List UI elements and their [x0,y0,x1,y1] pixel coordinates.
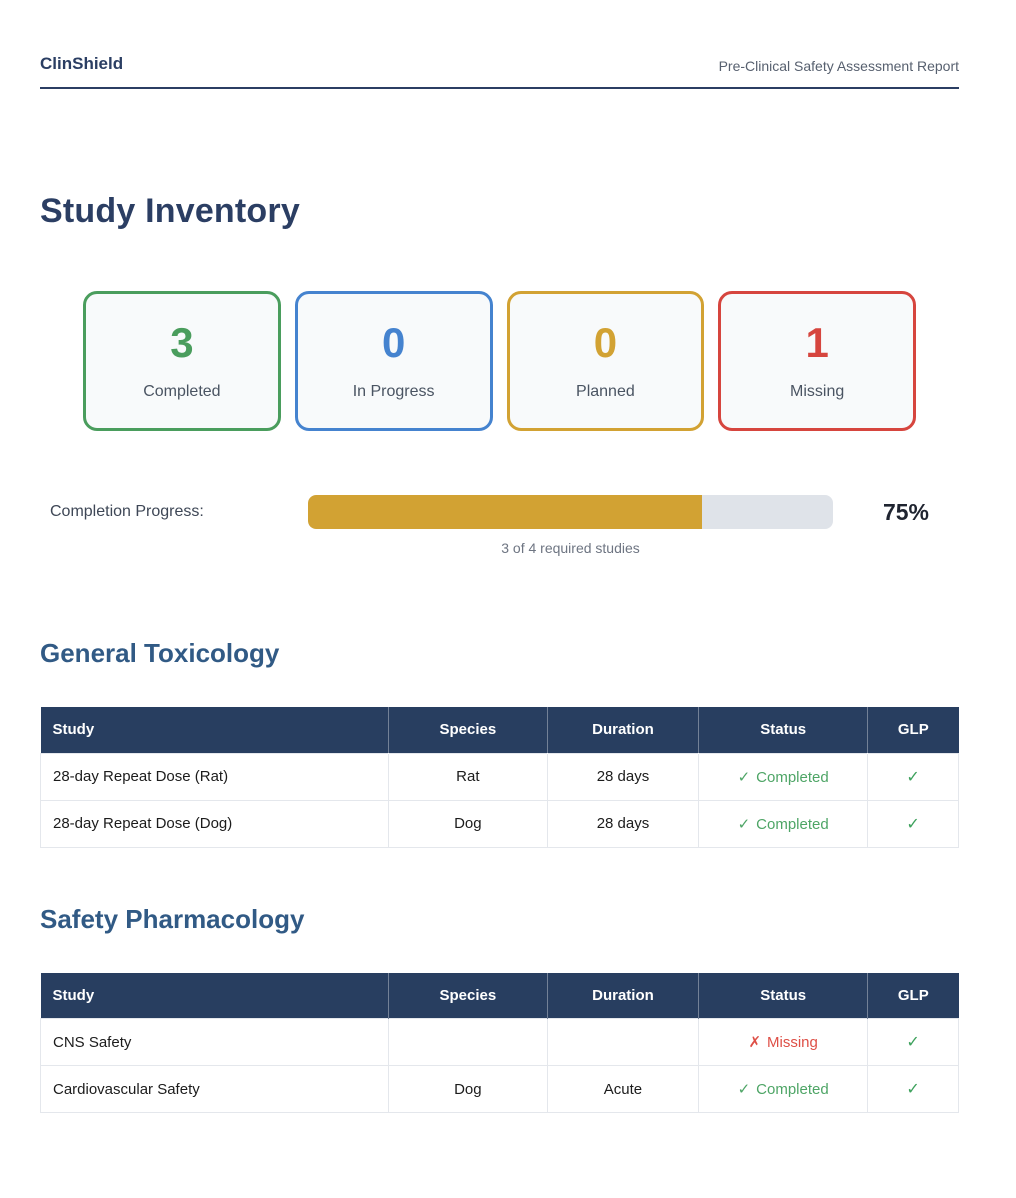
report-title: Pre-Clinical Safety Assessment Report [718,58,959,74]
table-row [41,1019,959,1066]
completion-progress [40,495,959,529]
duration-cell [547,1019,698,1066]
study-cell: CNS Safety [41,1019,389,1066]
stat-label-in-progress: In Progress [352,382,435,400]
column-header-glp: GLP [868,707,959,753]
stat-value-in-progress: 0 [381,318,406,366]
species-cell: Dog [388,800,547,847]
status-cell [699,1066,868,1113]
column-header-duration: Duration [547,973,698,1019]
status-cell [699,800,868,847]
column-header-study: Study [41,973,389,1019]
check-icon: ✓ [737,1081,751,1098]
progress-caption: 3 of 4 required studies [501,540,640,556]
column-header-duration: Duration [547,707,698,753]
safety-pharmacology-table [40,973,959,1114]
section-safety-pharmacology [40,904,959,1114]
glp-cell [868,800,959,847]
duration-cell: 28 days [547,800,698,847]
brand-name: ClinShield [40,54,124,73]
stat-value-completed: 3 [170,318,194,366]
column-header-species: Species [388,973,547,1019]
glp-cell [868,1066,959,1113]
report-header [40,0,959,89]
column-header-status: Status [699,973,868,1019]
status-text: Completed [756,768,829,786]
table-row [41,800,959,847]
stat-label-missing: Missing [790,382,845,400]
stat-card-in-progress [295,291,493,431]
table-row [41,1066,959,1113]
column-header-status: Status [699,707,868,753]
check-icon: ✓ [737,815,751,833]
species-cell: Rat [388,753,547,800]
page-title: Study Inventory [40,192,300,230]
status-cell [699,1019,868,1066]
glp-cell [868,1019,959,1066]
section-general-toxicology [40,638,959,848]
status-text: Completed [756,815,829,833]
status-badge [738,816,829,833]
study-cell: Cardiovascular Safety [41,1066,389,1113]
section-heading-general-toxicology: General Toxicology [40,638,280,668]
section-heading-safety-pharmacology: Safety Pharmacology [40,903,305,934]
check-icon: ✓ [906,768,920,786]
progress-label: Completion Progress: [50,503,204,520]
stat-cards [83,291,916,431]
study-cell: 28-day Repeat Dose (Dog) [41,800,389,847]
duration-cell: 28 days [547,753,698,800]
stat-value-missing: 1 [805,318,829,366]
general-toxicology-table [40,707,959,848]
status-badge [738,769,829,786]
table-header-row [41,973,959,1019]
stat-label-planned: Planned [576,382,635,400]
check-icon: ✓ [906,1081,920,1098]
column-header-glp: GLP [868,973,959,1019]
cross-icon: ✗ [748,1034,762,1051]
check-icon: ✓ [906,815,920,833]
stat-value-planned: 0 [593,318,618,366]
progress-percent: 75% [882,498,929,525]
stat-card-completed [83,291,281,431]
column-header-study: Study [41,707,389,753]
status-text: Missing [767,1034,818,1051]
stat-label-completed: Completed [143,382,221,400]
species-cell [388,1019,547,1066]
check-icon: ✓ [906,1034,920,1051]
duration-cell: Acute [547,1066,698,1113]
species-cell: Dog [388,1066,547,1113]
study-cell: 28-day Repeat Dose (Rat) [41,753,389,800]
stat-card-planned [507,291,705,431]
progress-bar [308,495,833,529]
stat-card-missing [718,291,916,431]
glp-cell [868,753,959,800]
table-header-row [41,707,959,753]
status-badge [748,1034,817,1051]
column-header-species: Species [388,707,547,753]
status-cell [699,753,868,800]
progress-bar-fill [308,495,702,529]
check-icon: ✓ [737,768,751,786]
status-badge [738,1081,829,1098]
table-row [41,753,959,800]
status-text: Completed [756,1081,829,1098]
